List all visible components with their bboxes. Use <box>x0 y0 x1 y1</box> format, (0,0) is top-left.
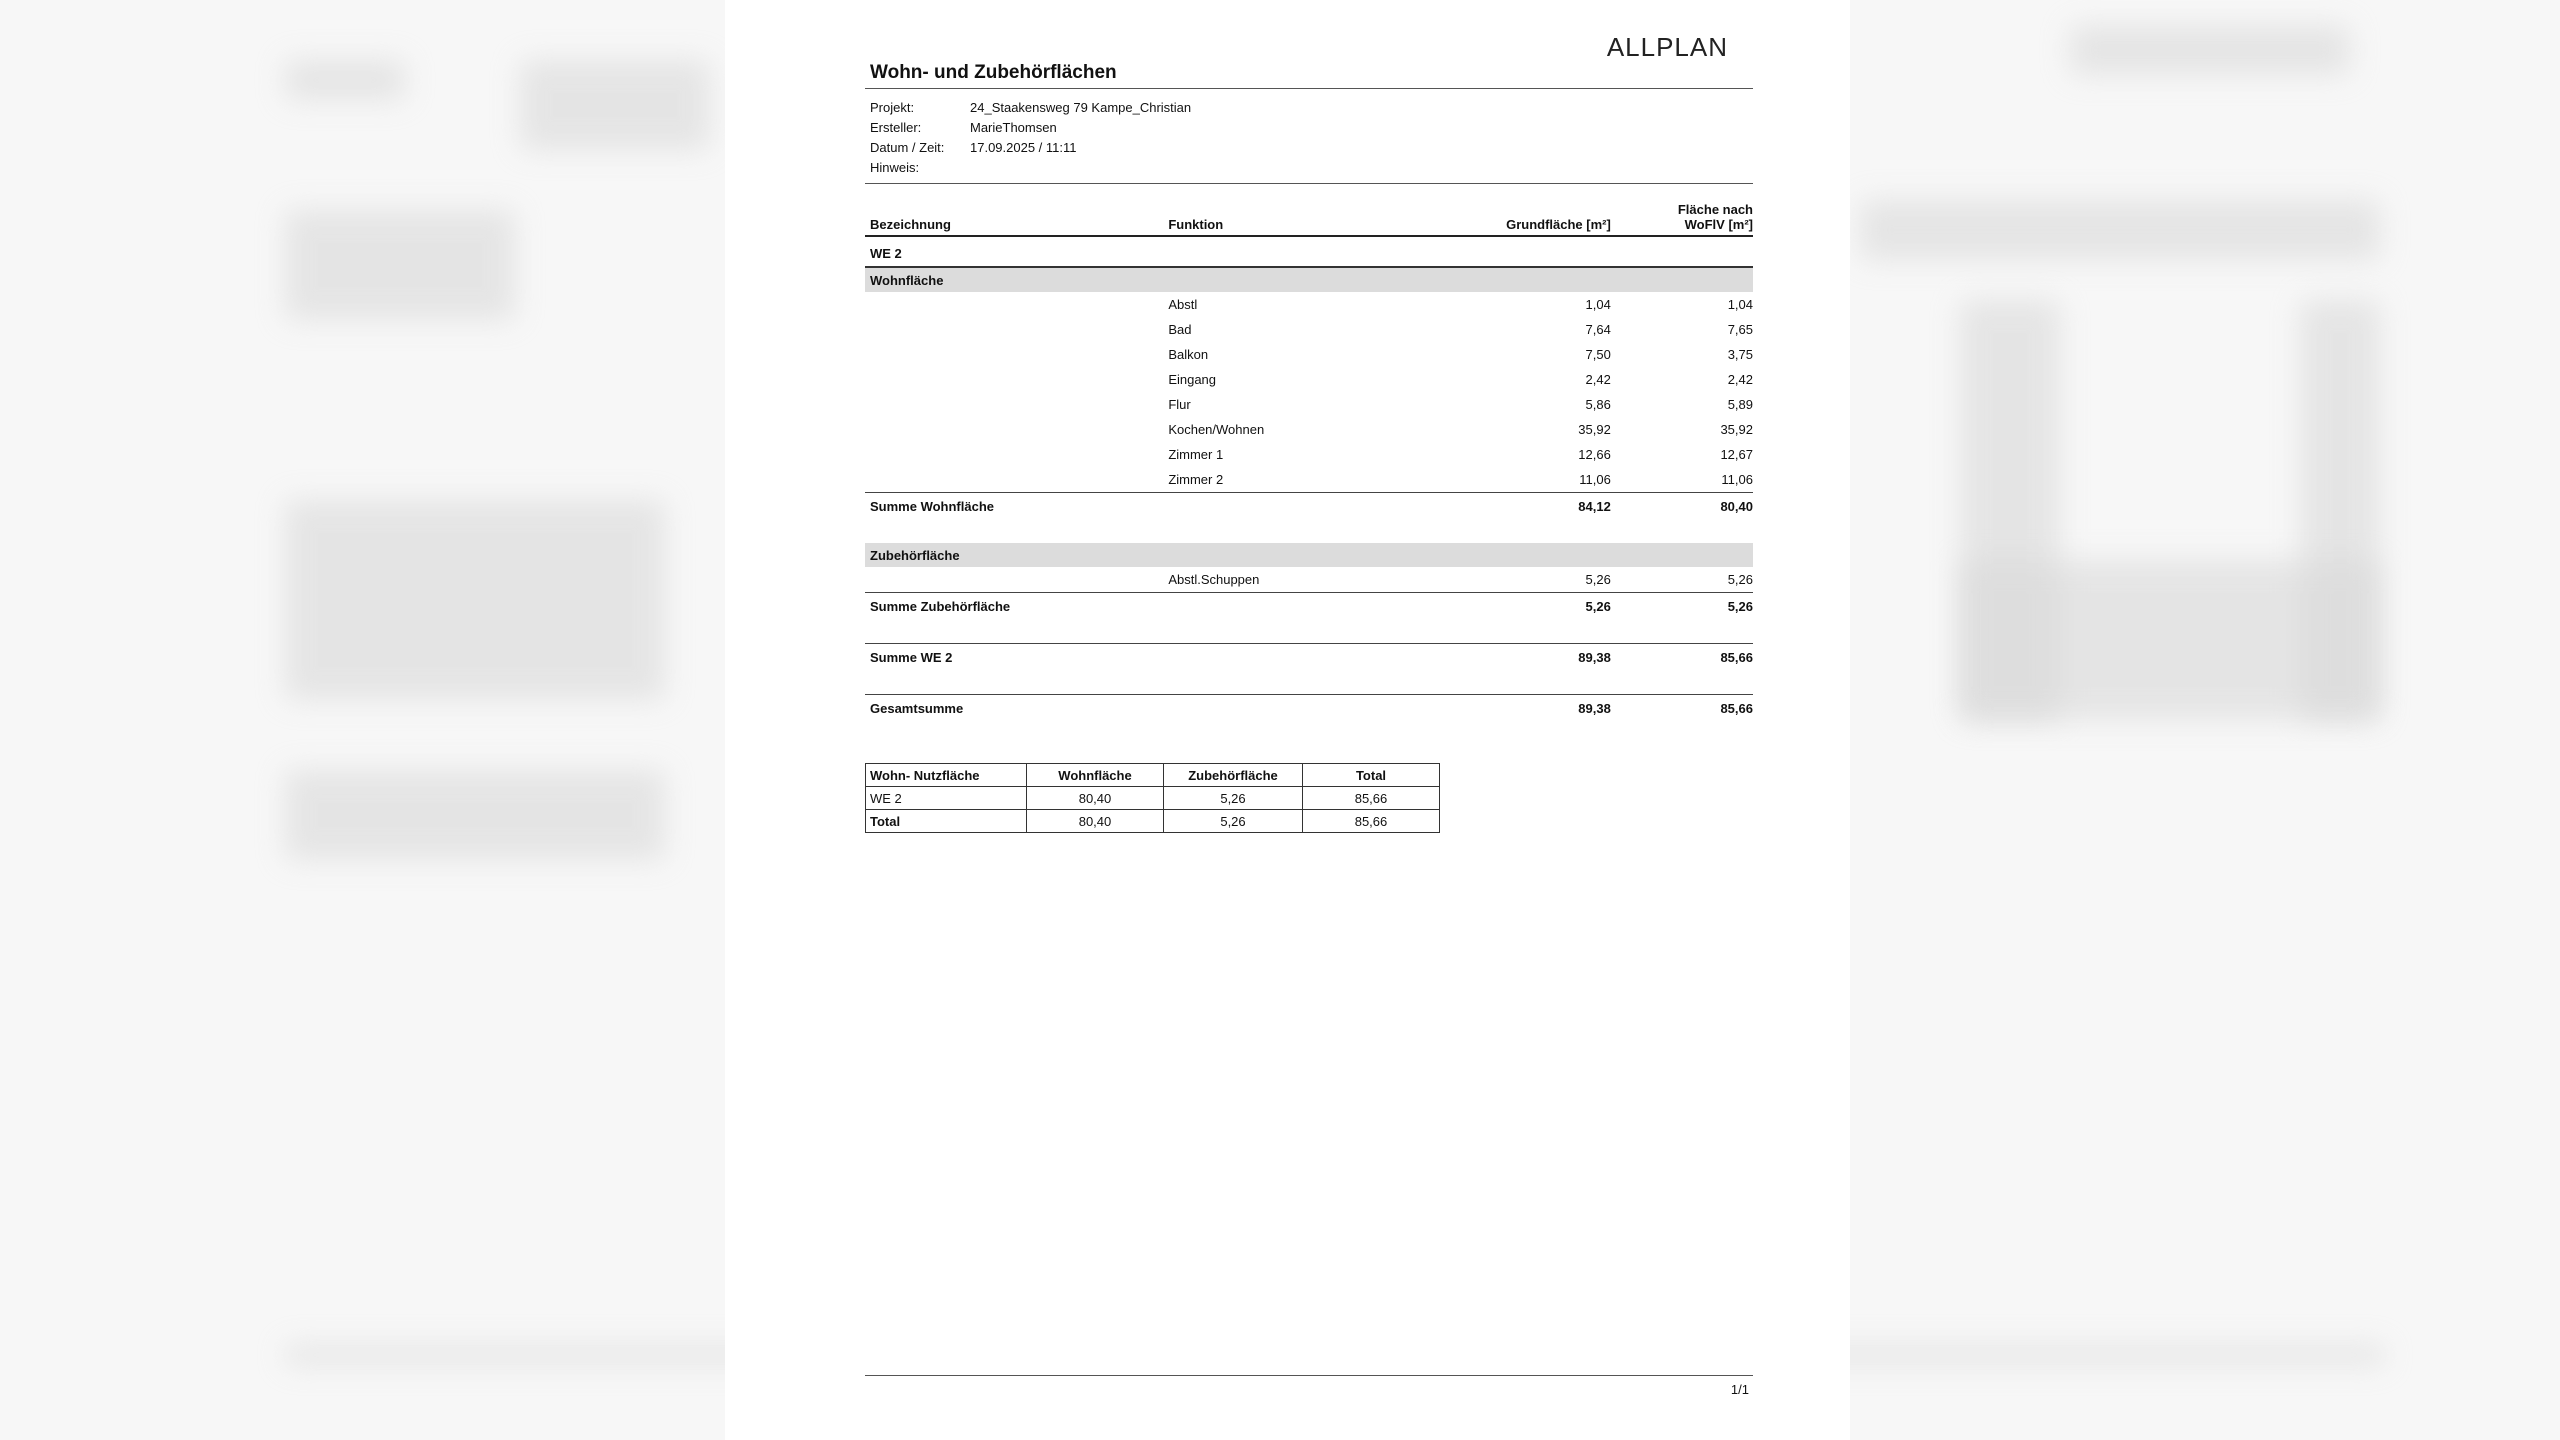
summary-cell: 80,40 <box>1027 787 1164 810</box>
sum-row-wohnflaeche <box>865 492 1753 519</box>
total-woflv: 85,66 <box>1720 700 1753 716</box>
summary-cell: Total <box>866 810 1027 833</box>
sum-label: Summe WE 2 <box>870 649 953 665</box>
col-grundflaeche: Grundfläche [m²] <box>1506 217 1611 232</box>
unit-label-row <box>865 241 1753 266</box>
meta-value: 24_Staakensweg 79 Kampe_Christian <box>970 99 1192 115</box>
summary-header-row <box>866 764 1440 787</box>
sum-woflv: 5,26 <box>1727 598 1753 614</box>
summary-cell: 80,40 <box>1027 810 1164 833</box>
row-woflv: 35,92 <box>1720 422 1753 437</box>
row-woflv: 11,06 <box>1721 472 1753 487</box>
row-woflv: 5,89 <box>1727 397 1753 412</box>
summary-cell: 5,26 <box>1164 787 1303 810</box>
title-rule <box>865 88 1753 89</box>
meta-value: MarieThomsen <box>970 119 1057 135</box>
row-funktion: Bad <box>1168 322 1192 337</box>
summary-header: Wohn- Nutzfläche <box>866 764 1027 787</box>
col-woflv-line2: WoFlV [m²] <box>1684 217 1753 232</box>
row-woflv: 3,75 <box>1727 347 1753 362</box>
sum-label: Summe Wohnfläche <box>870 498 995 514</box>
brand-logo: ALLPLAN <box>1606 32 1728 62</box>
page-footer <box>865 1375 1753 1397</box>
unit-label: WE 2 <box>870 246 902 261</box>
sum-row-zubehoerflaeche <box>865 592 1753 619</box>
row-grundflaeche: 2,42 <box>1585 372 1611 387</box>
report-content <box>865 30 1753 833</box>
table-header <box>865 202 1753 237</box>
row-grundflaeche: 11,06 <box>1579 472 1611 487</box>
sum-woflv: 85,66 <box>1720 649 1753 665</box>
sum-grundflaeche: 5,26 <box>1585 598 1611 614</box>
sum-grundflaeche: 84,12 <box>1578 498 1611 514</box>
table-row <box>865 392 1753 417</box>
sum-label: Summe Zubehörfläche <box>870 598 1011 614</box>
summary-cell: 85,66 <box>1303 787 1440 810</box>
col-bezeichnung: Bezeichnung <box>870 217 951 232</box>
summary-header: Wohnfläche <box>1027 764 1164 787</box>
table-row <box>865 342 1753 367</box>
summary-table <box>865 763 1440 833</box>
row-grundflaeche: 12,66 <box>1578 447 1611 462</box>
row-funktion: Eingang <box>1168 372 1217 387</box>
meta-row-ersteller <box>870 117 1753 137</box>
col-woflv-line1: Fläche nach <box>1677 202 1753 217</box>
report-page <box>725 0 1850 1440</box>
row-woflv: 5,26 <box>1727 572 1753 587</box>
page-number: 1/1 <box>1730 1382 1749 1397</box>
summary-row <box>866 810 1440 833</box>
meta-key: Hinweis: <box>870 159 920 175</box>
row-woflv: 12,67 <box>1720 447 1753 462</box>
row-funktion: Abstl <box>1168 297 1198 312</box>
meta-row-datum <box>870 137 1753 157</box>
row-grundflaeche: 7,50 <box>1585 347 1611 362</box>
row-funktion: Balkon <box>1168 347 1209 362</box>
table-row <box>865 367 1753 392</box>
section-zubehoerflaeche: Zubehörfläche <box>865 543 1753 567</box>
table-row <box>865 567 1753 592</box>
summary-cell: 85,66 <box>1303 810 1440 833</box>
meta-block <box>870 97 1753 177</box>
row-grundflaeche: 5,26 <box>1585 572 1611 587</box>
row-woflv: 2,42 <box>1727 372 1753 387</box>
row-funktion: Zimmer 1 <box>1168 447 1224 462</box>
grand-total-row <box>865 694 1753 721</box>
col-funktion: Funktion <box>1168 217 1224 232</box>
table-row <box>865 292 1753 317</box>
meta-rule <box>865 183 1753 184</box>
table-row <box>865 317 1753 342</box>
summary-header: Zubehörfläche <box>1164 764 1303 787</box>
meta-key: Projekt: <box>870 99 915 115</box>
meta-value: 17.09.2025 / 11:11 <box>970 139 1077 155</box>
row-funktion: Zimmer 2 <box>1168 472 1224 487</box>
row-grundflaeche: 5,86 <box>1585 397 1611 412</box>
row-grundflaeche: 35,92 <box>1578 422 1611 437</box>
total-grundflaeche: 89,38 <box>1578 700 1611 716</box>
col-woflv <box>1611 202 1753 232</box>
document-title: Wohn- und Zubehörflächen <box>870 62 1117 83</box>
row-grundflaeche: 1,04 <box>1585 297 1611 312</box>
summary-cell: WE 2 <box>866 787 1027 810</box>
table-row <box>865 417 1753 442</box>
summary-cell: 5,26 <box>1164 810 1303 833</box>
section-wohnflaeche: Wohnfläche <box>865 268 1753 292</box>
meta-row-hinweis <box>870 157 1753 177</box>
summary-header: Total <box>1303 764 1440 787</box>
sum-row-unit <box>865 643 1753 670</box>
row-funktion: Abstl.Schuppen <box>1168 572 1260 587</box>
meta-key: Ersteller: <box>870 119 922 135</box>
meta-row-projekt <box>870 97 1753 117</box>
row-grundflaeche: 7,64 <box>1585 322 1611 337</box>
row-funktion: Kochen/Wohnen <box>1168 422 1265 437</box>
total-label: Gesamtsumme <box>870 700 964 716</box>
row-woflv: 1,04 <box>1727 297 1753 312</box>
row-funktion: Flur <box>1168 397 1191 412</box>
table-row <box>865 442 1753 467</box>
row-woflv: 7,65 <box>1727 322 1753 337</box>
summary-row <box>866 787 1440 810</box>
table-row <box>865 467 1753 492</box>
meta-key: Datum / Zeit: <box>870 139 945 155</box>
sum-woflv: 80,40 <box>1720 498 1753 514</box>
sum-grundflaeche: 89,38 <box>1578 649 1611 665</box>
